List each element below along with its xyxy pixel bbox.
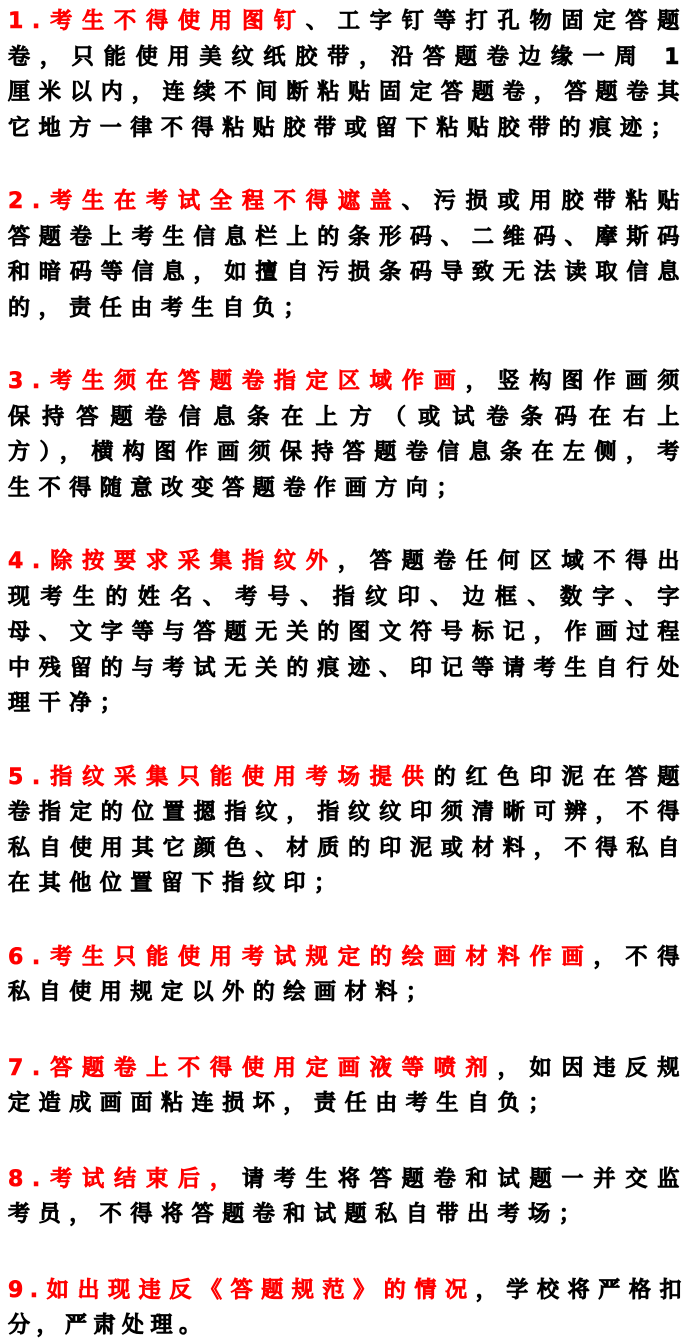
rule-3-body: ，竖构图作画须保持答题卷信息条在上方（或试卷条码在右上方），横构图作画须保持答题卷信息条在左侧，考生不得随意改变答题卷作画方向； [8,369,688,501]
rule-2-highlight [8,189,402,214]
rule-5 [8,760,688,902]
rule-4-number: 4. [8,549,49,574]
rule-9-body: ，学校将严格扣分，严肃处理。 [8,1277,688,1338]
rule-1-highlight [8,9,306,34]
rule-6-number: 6. [8,944,49,970]
rule-3-number: 3. [8,369,49,394]
rule-2 [8,184,688,326]
rule-5-body: 的红色印泥在答题卷指定的位置摁指纹，指纹纹印须清晰可辨，不得私自使用其它颜色、材质的印泥或材料，不得私自在其他位置留下指纹印； [8,764,688,896]
rule-6-highlight [8,945,593,970]
rule-1-number: 1. [8,9,49,34]
rule-4-body: ，答题卷任何区域不得出现考生的姓名、考号、指纹印、边框、数字、字母、文字等与答题无关的图文符号标记，作画过程中残留的与考试无关的痕迹、印记等请考生自行处理干净； [8,549,688,716]
rule-4-highlight-text: 除按要求采集指纹外 [48,549,338,574]
rule-6-body: ，不得私自使用规定以外的绘画材料； [8,944,688,1005]
rule-2-body: 、污损或用胶带粘贴答题卷上考生信息栏上的条形码、二维码、摩斯码和暗码等信息，如擅自污损条码导致无法读取信息的，责任由考生自负； [8,189,688,321]
rule-5-highlight-text: 指纹采集只能使用考场提供 [48,764,434,790]
exam-rules-document [8,4,688,1344]
rule-5-number: 5. [8,764,49,790]
rule-8 [8,1162,688,1233]
rule-1-highlight-text: 考生不得使用图钉 [48,9,306,34]
rule-3-highlight [8,369,466,394]
rule-9-number: 9. [8,1277,45,1303]
rule-1 [8,4,688,146]
rule-9 [8,1273,688,1344]
rule-7 [8,1051,688,1122]
rule-8-highlight-text: 考试结束后， [48,1166,242,1192]
rule-8-highlight [8,1167,242,1192]
rule-6 [8,940,688,1011]
rule-8-number: 8. [8,1166,49,1192]
rule-4 [8,544,688,722]
rule-2-highlight-text: 考生在考试全程不得遮盖 [48,189,402,214]
rule-7-number: 7. [8,1055,49,1081]
rule-4-highlight [8,549,338,574]
rule-1-body: 、工字钉等打孔物固定答题卷，只能使用美纹纸胶带，沿答题卷边缘一周 1 厘米以内，连续不间断粘贴固定答题卷，答题卷其它地方一律不得粘贴胶带或留下粘贴胶带的痕迹； [8,9,688,141]
rule-5-highlight [8,765,434,790]
rule-3 [8,364,688,506]
rule-3-highlight-text: 考生须在答题卷指定区域作画 [48,369,466,394]
rule-2-number: 2. [8,189,49,214]
rule-6-highlight-text: 考生只能使用考试规定的绘画材料作画 [48,944,594,970]
rule-9-highlight [8,1278,476,1303]
rule-7-highlight-text: 答题卷上不得使用定画液等喷剂 [48,1055,498,1081]
rule-9-highlight-text: 如出现违反《答题规范》的情况 [44,1277,476,1303]
rule-7-body: ，如因违反规定造成画面粘连损坏，责任由考生自负； [8,1055,688,1116]
rule-7-highlight [8,1056,498,1081]
rule-8-body: 请考生将答题卷和试题一并交监考员，不得将答题卷和试题私自带出考场； [8,1166,688,1227]
